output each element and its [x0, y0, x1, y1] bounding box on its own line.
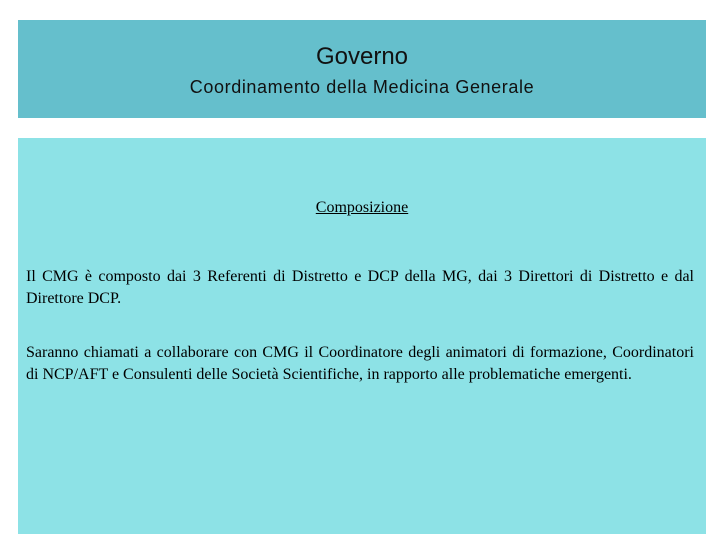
section-heading-text: Composizione [315, 199, 409, 216]
page-title: Governo [315, 43, 409, 70]
header-banner [18, 20, 706, 118]
content-panel [18, 138, 706, 534]
page-subtitle: Coordinamento della Medicina Generale [189, 77, 535, 97]
section-heading [18, 198, 706, 218]
paragraph-composition: Il CMG è composto dai 3 Referenti di Distretto e DCP della MG, dai 3 Direttori di Distretto e dal Direttore DCP. [26, 268, 694, 307]
paragraph-collaborators: Saranno chiamati a collaborare con CMG il Coordinatore degli animatori di formazione, Coordinatori di NCP/AFT e Consulenti delle Società Scientifiche, in rapporto alle problematiche emergenti. [26, 344, 694, 383]
